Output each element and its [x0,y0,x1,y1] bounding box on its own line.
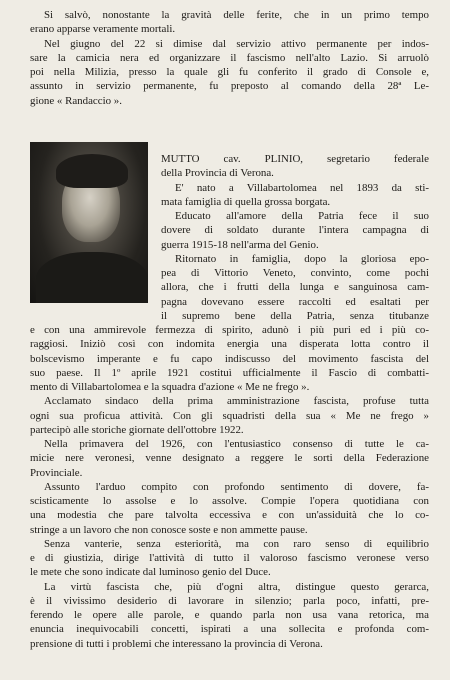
text-line: pea di Vittorio Veneto, convinto, come pochi [161,267,429,279]
text-line: scisticamente lo assolse e lo assolve. Compie l'opera quotidiana con [30,495,429,507]
text-line: assunto in servizio permanente, fu preposto al comando della 28ª Le- [30,80,429,93]
text-line: è il vivissimo desiderio di lavorare in silenzio; parla poco, infatti, pre- [30,594,429,607]
text-line: stringe a un lavoro che non conosce soste e non ammette pause. [30,523,308,536]
text-line: e di giustizia, dirige l'attività di tutto il valoroso fascismo veronese verso [30,552,429,564]
side-text [161,152,429,323]
text-line: Si salvò, nonostante la gravità delle ferite, che in un primo tempo [44,9,429,21]
text-line: e con una ammirevole fermezza di spirito, adunò i più puri ed i più co- [30,324,429,336]
text-line: Acclamato sindaco della prima amministrazione fascista, profuse tutta [44,395,429,408]
text-line: mento di Villabartolomea e la squadra d'azione « Me ne frego ». [30,381,310,393]
text-line: Ritornato in famiglia, dopo la gloriosa epo- [175,252,429,265]
text-line: gione « Randaccio ». [30,94,122,107]
text-line: MUTTO cav. PLINIO, segretario federale [161,153,429,165]
photo-body-shape [36,252,148,303]
text-line: Educato all'amore della Patria fece il suo [175,210,429,222]
text-line: Assunto l'arduo compito con profondo sentimento di dovere, fa- [44,480,429,493]
text-line: allora, che i frutti della lunga e sanguinosa cam- [161,281,429,294]
text-line: E' nato a Villabartolomea nel 1893 da sti- [175,181,429,194]
top-text [30,8,429,108]
portrait-photo [30,142,148,303]
text-line: dovere di soldato durante l'intera campagna di [161,224,429,237]
text-line: Senza vanterie, senza esteriorità, ma con raro senso di equilibrio [44,537,429,550]
text-line: il supremo bene della Patria, senza titubanze [161,309,429,322]
text-line: erano apparse veramente mortali. [30,23,176,36]
text-line: raggiosi. Iniziò così con indomita energia una disperata lotta contro il [30,338,429,351]
text-line: le mete che sono indicate dal luminoso genio del Duce. [30,566,271,579]
text-line: micie nere veronesi, venne designato a reggere le sorti della Federazione [30,452,429,465]
text-line: bolscevismo imperante e fu capo indiscusso del movimento fascista del [30,352,429,365]
text-line: sare la camicia nera ed organizzare il fascismo nell'alto Lazio. Si arruolò [30,51,429,64]
text-line: prensione di tutti i problemi che interessano la provincia di Verona. [30,637,323,650]
text-line: pagna dovevano essere raccolti ed esaltati per [161,295,429,308]
text-line: suo paese. Il 1º aprile 1921 costituì ufficialmente il Fascio di combatti- [30,366,429,379]
text-line: ogni sua proficua attività. Con gli squadristi della sua « Me ne frego » [30,409,429,422]
text-line: guerra 1915-18 nell'arma del Genio. [161,238,319,251]
text-line: Nella primavera del 1926, con l'entusiastico consenso di tutte le ca- [44,438,429,450]
text-line: La virtù fascista che, più d'ogni altra, distingue questo gerarca, [44,580,429,593]
text-line: enuncia inequivocabili concetti, ispirati a una sollecita e profonda com- [30,623,429,636]
photo-hair-shape [56,154,128,188]
text-line: ferendo le opere alle parole, e quando parla non usa vana retorica, ma [30,609,429,621]
text-line: poi nella Milizia, presso la quale gli fu conferito il grado di Console e, [30,66,429,78]
bottom-text [30,323,429,651]
text-line: mata famiglia di quella grossa borgata. [161,195,331,208]
text-line: partecipò alle storiche giornate dell'ottobre 1922. [30,423,244,436]
text-line: una modestia che pare talvolta eccessiva e con un'assiduità che lo co- [30,509,429,522]
text-line: Nel giugno del 22 si dimise dal servizio attivo permanente per indos- [44,37,429,50]
text-line: Provinciale. [30,466,83,479]
text-line: della Provincia di Verona. [161,167,274,180]
